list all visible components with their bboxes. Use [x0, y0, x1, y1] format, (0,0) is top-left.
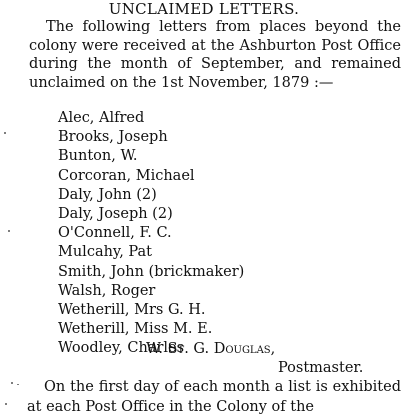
footer-paragraph: On the first day of each month a list is exhibited at each Post Office in the Colony of the — [27, 379, 401, 415]
list-item: Daly, Joseph (2) — [58, 206, 173, 223]
list-item: Daly, John (2) — [58, 186, 157, 203]
list-item: Bunton, W. — [58, 148, 138, 165]
list-item: O'Connell, F. C. — [58, 225, 172, 242]
notice-intro-paragraph: The following letters from places beyond the colony were received at the Ashburton Post Office during the month of September, and remained unclaimed on the 1st November, 1879 :— — [29, 19, 401, 92]
signature-name: W. St. G. Douglas, — [146, 341, 276, 357]
list-item: Smith, John (brickmaker) — [58, 263, 245, 280]
print-speck — [17, 384, 19, 385]
print-speck — [5, 403, 7, 405]
list-item: Alec, Alfred — [58, 110, 145, 126]
list-item: Woodley, Charles — [58, 340, 185, 357]
list-item: Walsh, Roger — [58, 282, 156, 299]
signature-role: Postmaster. — [278, 360, 364, 376]
list-item: Wetherill, Mrs G. H. — [58, 302, 206, 319]
print-speck — [8, 230, 10, 232]
print-speck — [11, 382, 13, 384]
list-item: Wetherill, Miss M. E. — [58, 321, 213, 338]
list-item: Mulcahy, Pat — [58, 244, 152, 261]
print-speck — [4, 132, 6, 134]
list-item: Corcoran, Michael — [58, 167, 195, 184]
list-item: Brooks, Joseph — [58, 129, 168, 146]
notice-title: UNCLAIMED LETTERS. — [108, 0, 300, 18]
unclaimed-names-list — [58, 109, 244, 359]
